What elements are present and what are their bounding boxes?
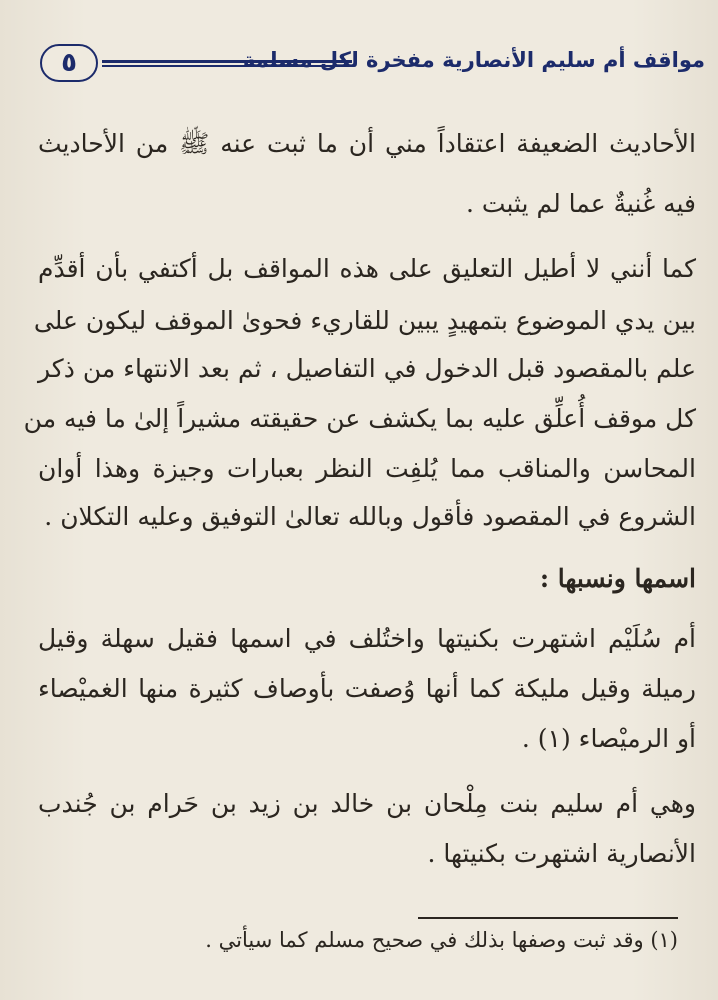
body-line: الشروع في المقصود فأقول وبالله تعالىٰ التوفيق وعليه التكلان . (44, 502, 696, 531)
footnote-rule (418, 917, 678, 919)
body-line: علم بالمقصود قبل الدخول في التفاصيل ، ثم بعد الانتهاء من ذكر (38, 354, 696, 383)
footnote: (١) وقد ثبت وصفها بذلك في صحيح مسلم كما سيأتي . (205, 928, 678, 952)
running-title: مواقف أم سليم الأنصارية مفخرة لكل مسلمة (242, 48, 705, 72)
page-number: ٥ (61, 48, 77, 78)
body-line: رميلة وقيل مليكة كما أنها وُصفت بأوصاف كثيرة منها الغميْصاء (38, 674, 696, 703)
body-line: الأحاديث الضعيفة اعتقاداً مني أن ما ثبت عنه ﷺ من الأحاديث (38, 129, 696, 158)
body-line: بين يدي الموضوع بتمهيدٍ يبين للقاريء فحوىٰ الموقف ليكون على (33, 306, 696, 335)
body-line: كل موقف أُعلِّق عليه بما يكشف عن حقيقته مشيراً إلىٰ ما فيه من (23, 404, 696, 433)
page-number-frame (40, 44, 98, 82)
body-line: فيه غُنيةٌ عما لم يثبت . (466, 189, 696, 218)
body-line: كما أنني لا أطيل التعليق على هذه المواقف بل أكتفي بأن أقدِّم (38, 254, 696, 283)
body-line: أو الرميْصاء (١) . (521, 724, 696, 753)
body-line: وهي أم سليم بنت مِلْحان بن خالد بن زيد بن حَرام بن جُندب (38, 789, 696, 818)
body-line: الأنصارية اشتهرت بكنيتها . (427, 839, 696, 868)
section-heading: اسمها ونسبها : (539, 564, 696, 593)
body-line: أم سُلَيْم اشتهرت بكنيتها واختُلف في اسمها فقيل سهلة وقيل (38, 624, 696, 653)
body-line: المحاسن والمناقب مما يُلفِت النظر بعبارات وجيزة وهذا أوان (38, 454, 696, 483)
page-header (40, 44, 705, 86)
